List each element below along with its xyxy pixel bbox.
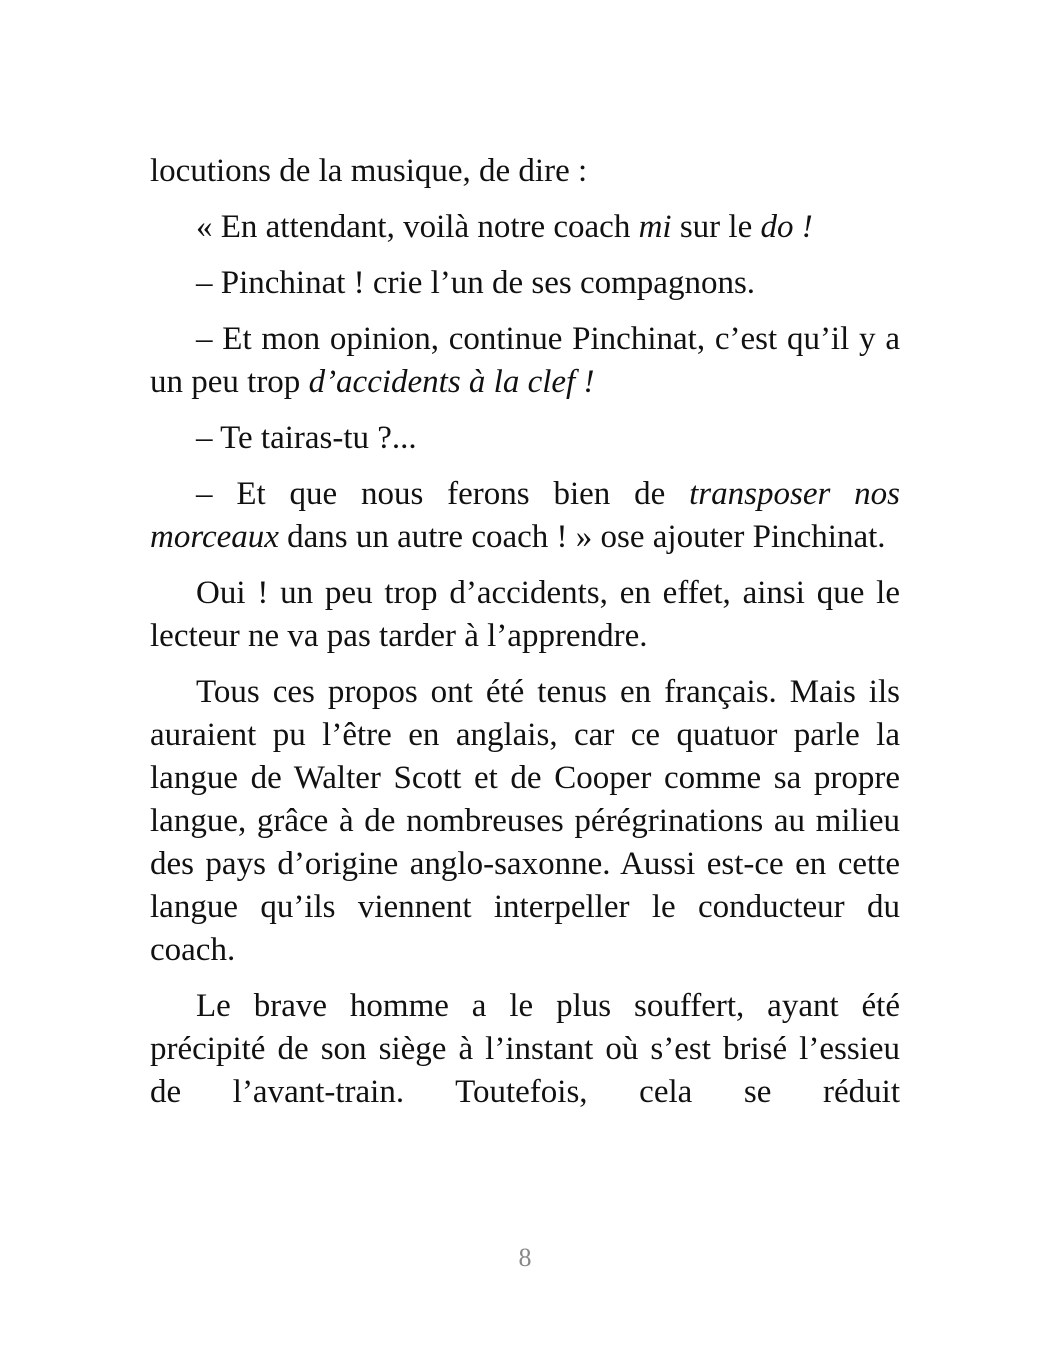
text-run: – Pinchinat ! crie l’un de ses compagnons. (196, 265, 756, 301)
text-run: « En attendant, voilà notre coach (196, 209, 639, 245)
paragraph (150, 206, 900, 249)
text-run: – Et mon opinion, continue Pinchinat, c’est qu’il y a un peu trop (150, 321, 900, 400)
text-run: dans un autre coach ! » ose ajouter Pinchinat. (278, 519, 886, 555)
paragraph (150, 262, 900, 305)
text-run: Oui ! un peu trop d’accidents, en effet, ainsi que le lecteur ne va pas tarder à l’apprendre. (150, 575, 900, 654)
italic-run: transposer nos morceaux (150, 476, 900, 555)
text-run: – Te tairas-tu ?... (196, 420, 417, 456)
italic-run: mi (638, 209, 672, 245)
paragraph (150, 473, 900, 559)
page-number: 8 (518, 1243, 532, 1272)
paragraph (150, 572, 900, 658)
paragraph (150, 985, 900, 1114)
italic-run: d’accidents à la clef ! (308, 364, 595, 400)
paragraph (150, 318, 900, 404)
paragraph (150, 150, 900, 193)
text-run: – Et que nous ferons bien de (196, 476, 690, 512)
paragraph (150, 417, 900, 460)
text-run: locutions de la musique, de dire : (150, 153, 588, 189)
page-body (150, 150, 900, 1127)
text-run: Tous ces propos ont été tenus en français. Mais ils auraient pu l’être en anglais, car ce quatuor parle la langue de Walter Scott et de Cooper comme sa propre langue, grâce à de nombreuses pérégrinations au milieu des pays d’origine anglo-saxonne. Aussi est-ce en cette langue qu’ils viennent interpeller le conducteur du coach. (150, 674, 900, 968)
paragraph (150, 671, 900, 972)
text-run: sur le (671, 209, 761, 245)
italic-run: do ! (760, 209, 813, 245)
text-run: Le brave homme a le plus souffert, ayant été précipité de son siège à l’instant où s’est brisé l’essieu de l’avant-train. Toutefois, cela se réduit (150, 988, 900, 1110)
